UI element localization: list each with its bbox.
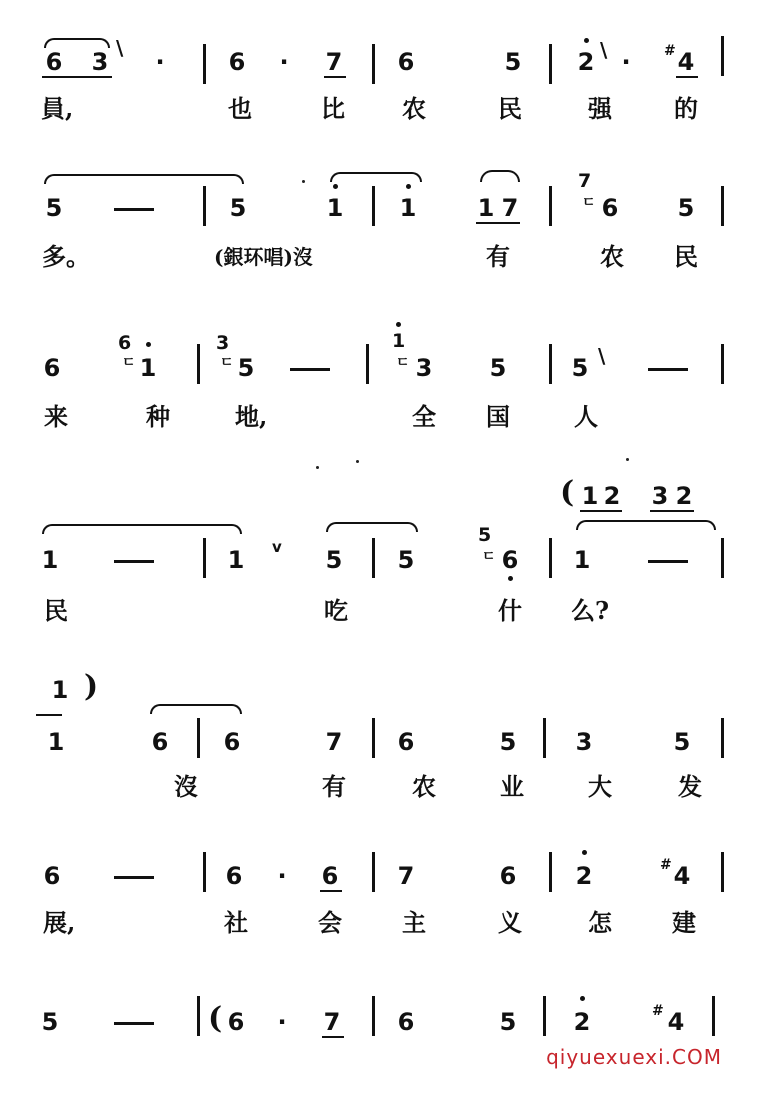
- lyric: 吃: [324, 596, 348, 625]
- lyric: 多。: [42, 242, 90, 271]
- note: 2: [573, 1008, 591, 1036]
- paren-close: ): [84, 669, 99, 704]
- lyric: 人: [574, 402, 598, 431]
- note: 5: [499, 728, 517, 756]
- underline: [42, 76, 112, 78]
- note: 5: [397, 546, 415, 574]
- barline: [543, 996, 546, 1036]
- lyric: 农: [600, 242, 624, 271]
- note: 4: [667, 1008, 685, 1036]
- lyric: 有: [486, 242, 510, 271]
- barline: [372, 852, 375, 892]
- lyric: 民: [674, 242, 698, 271]
- slur: [480, 170, 520, 182]
- note: 5: [504, 48, 522, 76]
- dash: [114, 560, 154, 563]
- barline: [372, 44, 375, 84]
- barline: [721, 718, 724, 758]
- note: 5: [499, 1008, 517, 1036]
- note-dot: ·: [277, 1008, 287, 1036]
- note: 7: [325, 728, 343, 756]
- lyric: 全: [412, 402, 436, 431]
- note: 5: [325, 546, 343, 574]
- grace-hook: ㄷ: [396, 355, 410, 371]
- note: 1: [41, 546, 59, 574]
- high-octave-dot: [146, 342, 151, 347]
- note: 6: [227, 1008, 245, 1036]
- lyric: 民: [44, 596, 68, 625]
- lyric: 么?: [570, 596, 610, 625]
- note: 2: [675, 482, 693, 510]
- note: 3: [651, 482, 669, 510]
- note: 6: [499, 862, 517, 890]
- paren-open: (: [208, 1001, 223, 1036]
- dash: [648, 560, 688, 563]
- barline: [372, 538, 375, 578]
- note: 6: [45, 48, 63, 76]
- barline: [549, 186, 552, 226]
- dash: [114, 1022, 154, 1025]
- dash: [114, 876, 154, 879]
- dash: [648, 368, 688, 371]
- barline: [203, 186, 206, 226]
- underline: [650, 510, 694, 512]
- note: 4: [673, 862, 691, 890]
- lyric: 建: [672, 908, 696, 937]
- underline: [324, 76, 346, 78]
- barline: [721, 186, 724, 226]
- high-octave-dot: [396, 322, 401, 327]
- spoken-cue: (銀环唱)沒: [214, 245, 313, 269]
- lyric: 农: [412, 772, 436, 801]
- note: 5: [229, 194, 247, 222]
- lyric: 主: [402, 908, 426, 937]
- note: 7: [397, 862, 415, 890]
- barline: [549, 344, 552, 384]
- lyric: 来: [44, 402, 68, 431]
- note: 1: [326, 194, 344, 222]
- note: 2: [575, 862, 593, 890]
- barline: [203, 538, 206, 578]
- breath-mark: \: [116, 36, 124, 60]
- grace-hook: ㄷ: [582, 195, 596, 211]
- lyric: 有: [322, 772, 346, 801]
- grace-note: 6: [118, 332, 132, 354]
- tie-line: [36, 714, 62, 716]
- dash: [114, 208, 154, 211]
- lyric: 民: [498, 94, 522, 123]
- barline: [366, 344, 369, 384]
- note: 6: [43, 354, 61, 382]
- dot-mark: [302, 180, 305, 183]
- note-dot: ·: [621, 48, 631, 76]
- note-dot: ·: [279, 48, 289, 76]
- low-octave-dot: [508, 576, 513, 581]
- high-octave-dot: [582, 850, 587, 855]
- breath-mark: \: [598, 344, 606, 368]
- note: 6: [223, 728, 241, 756]
- lyric: 业: [500, 772, 524, 801]
- lyric: 农: [402, 94, 426, 123]
- note: 6: [601, 194, 619, 222]
- grace-note: 5: [478, 524, 492, 546]
- barline: [549, 852, 552, 892]
- grace-note: 3: [216, 332, 230, 354]
- grace-note: 7: [578, 170, 592, 192]
- barline: [721, 852, 724, 892]
- note: 6: [397, 1008, 415, 1036]
- lyric: 怎: [588, 908, 612, 937]
- lyric: 国: [486, 402, 510, 431]
- underline: [322, 1036, 344, 1038]
- barline: [721, 538, 724, 578]
- note: 5: [41, 1008, 59, 1036]
- note: 1: [139, 354, 157, 382]
- lyric: 也: [228, 94, 252, 123]
- note: 7: [325, 48, 343, 76]
- lyric: 大: [588, 772, 612, 801]
- dash: [290, 368, 330, 371]
- lyric: 什: [498, 596, 522, 625]
- barline: [549, 538, 552, 578]
- slur: [150, 704, 242, 714]
- note: 1: [47, 728, 65, 756]
- note: 7: [323, 1008, 341, 1036]
- slur: [326, 522, 418, 532]
- note: 4: [677, 48, 695, 76]
- note: 3: [415, 354, 433, 382]
- lyric: 义: [498, 908, 522, 937]
- lyric: 展,: [43, 908, 76, 937]
- underline: [676, 76, 698, 78]
- underline: [476, 222, 520, 224]
- note: 5: [571, 354, 589, 382]
- note: 5: [677, 194, 695, 222]
- note: 6: [151, 728, 169, 756]
- slur: [330, 172, 422, 182]
- barline: [197, 996, 200, 1036]
- note: 6: [501, 546, 519, 574]
- sharp-sign: #: [652, 1003, 664, 1019]
- watermark-text: qiyuexuexi.COM: [546, 1045, 722, 1069]
- lyric: 比: [321, 94, 345, 123]
- barline: [372, 996, 375, 1036]
- speck: [626, 458, 629, 461]
- lyric: 的: [674, 94, 698, 123]
- barline: [203, 852, 206, 892]
- note: 5: [489, 354, 507, 382]
- high-octave-dot: [580, 996, 585, 1001]
- note: 5: [673, 728, 691, 756]
- breath-mark: \: [600, 38, 608, 62]
- barline: [203, 44, 206, 84]
- slur: [44, 38, 110, 48]
- barline: [721, 36, 724, 76]
- grace-note: 1: [392, 330, 406, 352]
- note: 6: [225, 862, 243, 890]
- lyric: 社: [224, 908, 248, 937]
- note: 1: [477, 194, 495, 222]
- note: 1: [51, 676, 69, 704]
- note: 5: [237, 354, 255, 382]
- barline: [372, 718, 375, 758]
- note-dot: ·: [155, 48, 165, 76]
- lyric: 发: [678, 772, 702, 801]
- barline: [712, 996, 715, 1036]
- barline: [197, 344, 200, 384]
- barline: [549, 44, 552, 84]
- grace-hook: ㄷ: [220, 355, 234, 371]
- lyric: 会: [318, 908, 342, 937]
- note: 5: [45, 194, 63, 222]
- underline: [320, 890, 342, 892]
- lyric: 沒: [174, 772, 198, 801]
- note: 6: [397, 728, 415, 756]
- slur: [576, 520, 716, 530]
- slur: [44, 174, 244, 184]
- barline: [372, 186, 375, 226]
- note: 1: [573, 546, 591, 574]
- breath-v: v: [272, 538, 282, 556]
- note: 7: [501, 194, 519, 222]
- note: 2: [603, 482, 621, 510]
- note: 3: [91, 48, 109, 76]
- sharp-sign: #: [660, 857, 672, 873]
- note: 6: [228, 48, 246, 76]
- note-dot: ·: [277, 862, 287, 890]
- note: 6: [43, 862, 61, 890]
- note: 1: [399, 194, 417, 222]
- sharp-sign: #: [664, 43, 676, 59]
- high-octave-dot: [333, 184, 338, 189]
- note: 6: [397, 48, 415, 76]
- slur: [42, 524, 242, 534]
- note: 1: [581, 482, 599, 510]
- lyric: 員,: [41, 94, 74, 123]
- speck: [356, 460, 359, 463]
- note: 2: [577, 48, 595, 76]
- high-octave-dot: [406, 184, 411, 189]
- barline: [543, 718, 546, 758]
- note: 3: [575, 728, 593, 756]
- lyric: 种: [146, 402, 170, 431]
- barline: [197, 718, 200, 758]
- speck: [316, 466, 319, 469]
- lyric: 地,: [235, 402, 268, 431]
- note: 6: [321, 862, 339, 890]
- note: 1: [227, 546, 245, 574]
- grace-hook: ㄷ: [122, 355, 136, 371]
- grace-hook: ㄷ: [482, 549, 496, 565]
- barline: [721, 344, 724, 384]
- underline: [580, 510, 622, 512]
- high-octave-dot: [584, 38, 589, 43]
- paren-open: (: [560, 475, 575, 510]
- lyric: 强: [588, 94, 612, 123]
